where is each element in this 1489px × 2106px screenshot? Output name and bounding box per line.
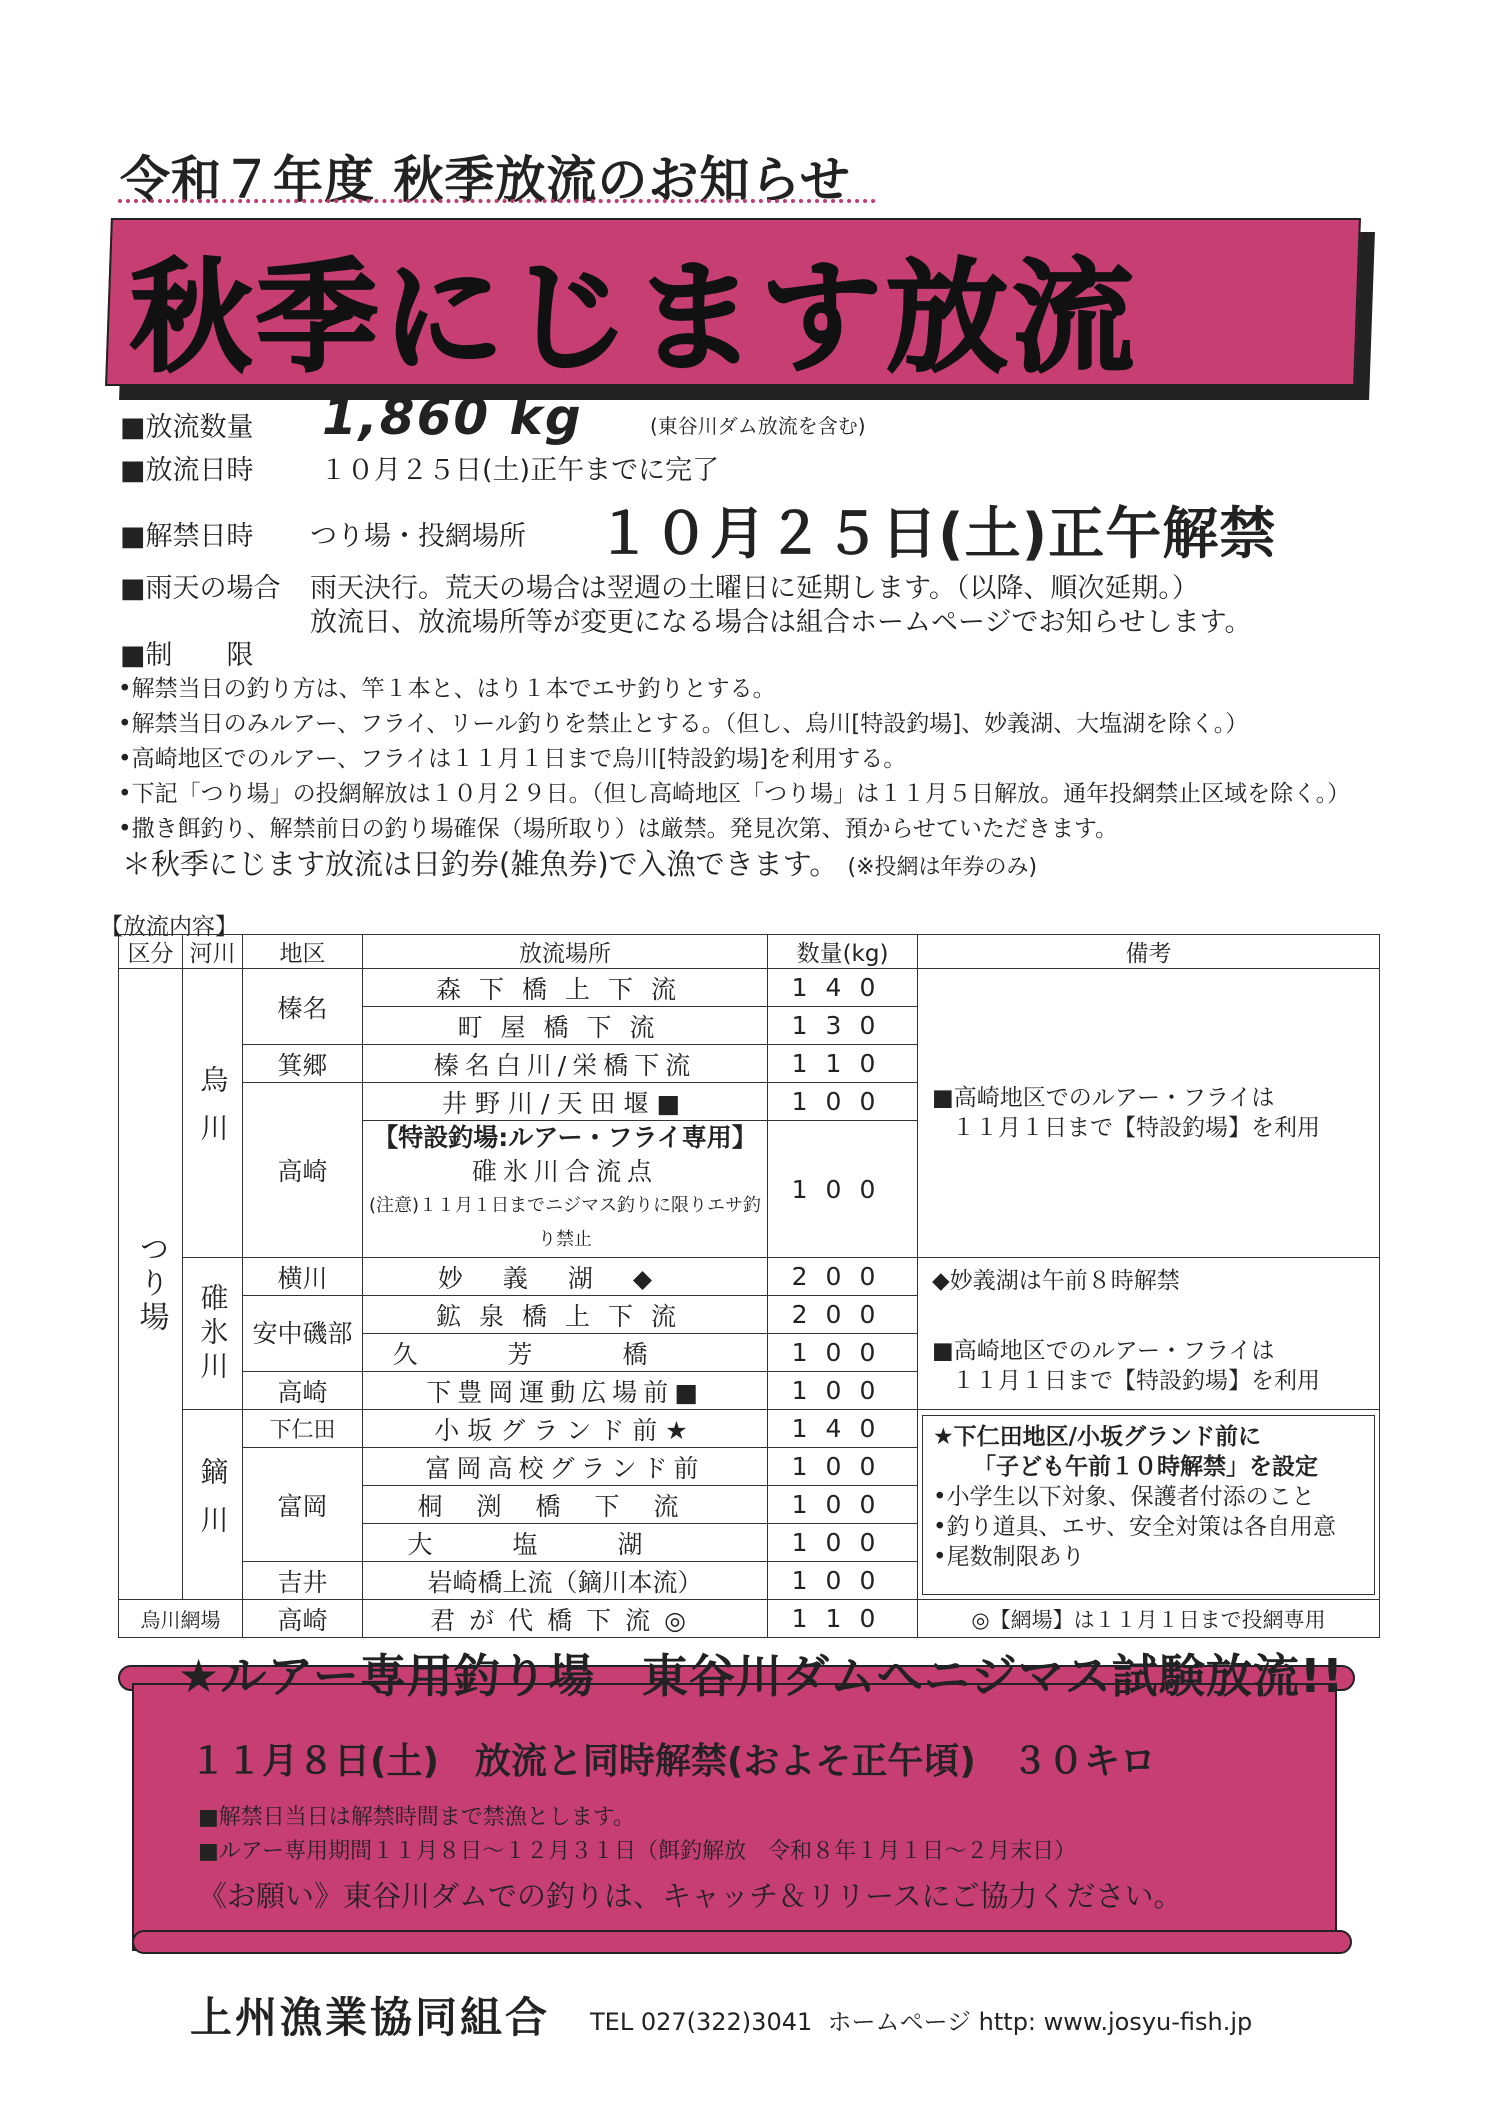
place-cell: 大塩湖 <box>363 1524 768 1562</box>
area-cell: 安中磯部 <box>243 1296 363 1372</box>
footer-tel: TEL 027(322)3041 <box>590 2008 813 2036</box>
license-note <box>122 842 1037 883</box>
rain-label: ■雨天の場合 <box>120 573 281 604</box>
open-label: ■解禁日時 <box>120 521 254 552</box>
organization-name: 上州漁業協同組合 <box>190 1993 551 2042</box>
rule-4: •下記「つり場」の投網解放は１０月２９日。（但し高崎地区「つり場」は１１月５日解放。通年投網禁止区域を除く。） <box>118 781 1351 807</box>
note-line: １１月１日まで【特設釣場】を利用 <box>952 1115 1320 1141</box>
subtitle-underline <box>118 199 876 203</box>
place-cell: 君が代橋下流◎ <box>363 1600 768 1638</box>
area-cell: 高崎 <box>243 1083 363 1258</box>
special-title: 【特設釣場:ルアー・フライ専用】 <box>373 1123 757 1152</box>
note-line: •小学生以下対象、保護者付添のこと <box>933 1483 1315 1510</box>
category-tsuriba: つり場 <box>119 969 183 1600</box>
lure-request: 《お願い》東谷川ダムでの釣りは、キャッチ＆リリースにご協力ください。 <box>198 1879 1183 1913</box>
license-sub: (※投網は年券のみ) <box>847 855 1038 880</box>
place-cell: 町屋橋下流 <box>363 1007 768 1045</box>
special-caution: (注意)１１月１日までニジマス釣りに限りエサ釣り禁止 <box>368 1195 762 1250</box>
notes-karasu <box>918 969 1380 1258</box>
qty-cell: 140 <box>768 1410 918 1448</box>
river-usui: 碓氷川 <box>183 1258 243 1410</box>
area-cell: 富岡 <box>243 1448 363 1562</box>
header-qty: 数量(kg) <box>768 935 918 969</box>
header-category: 区分 <box>119 935 183 969</box>
rule-5: •撒き餌釣り、解禁前日の釣り場確保（場所取り）は厳禁。発見次第、預からせていただきます。 <box>118 816 1119 842</box>
qty-cell: 100 <box>768 1334 918 1372</box>
scroll-bottom-roll <box>132 1930 1352 1954</box>
place-cell: 久芳橋 <box>363 1334 768 1372</box>
qty-cell: 200 <box>768 1258 918 1296</box>
place-cell: 森下橋上下流 <box>363 969 768 1007</box>
place-cell: 下豊岡運動広場前■ <box>363 1372 768 1410</box>
open-date: １０月２５日(土)正午解禁 <box>596 502 1277 567</box>
license-text: ＊秋季にじます放流は日釣券(雑魚券)で入漁できます。 <box>122 847 839 881</box>
notes-usui <box>918 1258 1380 1410</box>
note-line: ★下仁田地区/小坂グランド前に <box>933 1423 1262 1450</box>
qty-cell: 100 <box>768 1448 918 1486</box>
note-line: •尾数制限あり <box>933 1543 1085 1570</box>
rain-line1: 雨天決行。荒天の場合は翌週の土曜日に延期します。（以降、順次延期。） <box>310 573 1199 604</box>
rule-3: •高崎地区でのルアー、フライは１１月１日まで烏川[特設釣場]を利用する。 <box>118 746 907 772</box>
lure-rule-1: ■解禁日当日は解禁時間まで禁漁とします。 <box>198 1805 636 1830</box>
area-cell: 下仁田 <box>243 1410 363 1448</box>
place-cell: 妙義湖◆ <box>363 1258 768 1296</box>
qty-cell: 130 <box>768 1007 918 1045</box>
rule-1: •解禁当日の釣り方は、竿１本と、はり１本でエサ釣りとする。 <box>118 676 776 702</box>
area-cell: 高崎 <box>243 1372 363 1410</box>
table-row <box>119 1258 1380 1296</box>
note-line: ■高崎地区でのルアー・フライは <box>932 1338 1275 1364</box>
river-karasu: 烏川 <box>183 969 243 1258</box>
note-line: １１月１日まで【特設釣場】を利用 <box>952 1368 1320 1394</box>
place-cell: 富岡高校グランド前 <box>363 1448 768 1486</box>
qty-cell: 100 <box>768 1083 918 1121</box>
qty-label: ■放流数量 <box>120 412 254 443</box>
limit-label: ■制 限 <box>120 640 254 671</box>
table-row <box>119 1410 1380 1448</box>
header-river: 河川 <box>183 935 243 969</box>
note-line: •釣り道具、エサ、安全対策は各自用意 <box>933 1513 1336 1540</box>
table-header-row <box>119 935 1380 969</box>
place-cell-special <box>363 1121 768 1258</box>
river-kabura: 鏑川 <box>183 1410 243 1600</box>
table-row <box>119 969 1380 1007</box>
qty-cell: 100 <box>768 1562 918 1600</box>
stocking-table <box>118 934 1380 1638</box>
qty-cell: 100 <box>768 1121 918 1258</box>
qty-row <box>120 405 310 444</box>
open-place: つり場・投網場所 <box>310 521 526 552</box>
special-place: 碓氷川合流点 <box>471 1157 658 1186</box>
qty-note: (東谷川ダム放流を含む) <box>650 414 866 438</box>
area-cell: 横川 <box>243 1258 363 1296</box>
qty-cell: 100 <box>768 1486 918 1524</box>
table-row <box>119 1600 1380 1638</box>
area-cell: 榛名 <box>243 969 363 1045</box>
place-cell: 岩崎橋上流（鏑川本流） <box>363 1562 768 1600</box>
header-area: 地区 <box>243 935 363 969</box>
header-place: 放流場所 <box>363 935 768 969</box>
header-notes: 備考 <box>918 935 1380 969</box>
qty-value: 1,860 kg <box>322 388 583 446</box>
notice-subtitle: 令和７年度 秋季放流のお知らせ <box>120 151 851 209</box>
qty-cell: 110 <box>768 1045 918 1083</box>
place-cell: 鉱泉橋上下流 <box>363 1296 768 1334</box>
qty-cell: 140 <box>768 969 918 1007</box>
notes-kabura <box>918 1410 1380 1600</box>
lure-headline: ★ルアー専用釣り場 東谷川ダムへニジマス試験放流!! <box>178 1649 1344 1703</box>
open-row <box>120 514 526 553</box>
area-cell: 吉井 <box>243 1562 363 1600</box>
table-title: 【放流内容】 <box>100 914 238 940</box>
place-cell: 小坂グランド前★ <box>363 1410 768 1448</box>
lure-date: １１月８日(土) 放流と同時解禁(およそ正午頃) ３０キロ <box>190 1741 1156 1782</box>
date-row <box>120 448 719 487</box>
date-label: ■放流日時 <box>120 455 254 486</box>
footer-contact <box>590 2002 1252 2037</box>
notes-net: ◎【網場】は１１月１日まで投網専用 <box>918 1600 1380 1638</box>
rule-2: •解禁当日のみルアー、フライ、リール釣りを禁止とする。（但し、烏川[特設釣場]、妙義湖、大塩湖を除く。） <box>118 711 1249 737</box>
page-title: 秋季にじます放流 <box>130 247 1138 389</box>
qty-cell: 200 <box>768 1296 918 1334</box>
area-cell: 高崎 <box>243 1600 363 1638</box>
place-cell: 井野川/天田堰■ <box>363 1083 768 1121</box>
note-line: ■高崎地区でのルアー・フライは <box>932 1085 1275 1111</box>
date-value: １０月２５日(土)正午までに完了 <box>320 455 720 486</box>
qty-cell: 110 <box>768 1600 918 1638</box>
lure-rule-2: ■ルアー専用期間１１月８日～１２月３１日（餌釣解放 令和８年１月１日～２月末日） <box>198 1839 1077 1864</box>
area-cell: 箕郷 <box>243 1045 363 1083</box>
place-cell: 桐渕橋下流 <box>363 1486 768 1524</box>
note-line: 「子ども午前１０時解禁」を設定 <box>973 1453 1318 1480</box>
category-net: 烏川網場 <box>119 1600 243 1638</box>
kids-notice-box <box>922 1415 1375 1595</box>
rain-line2: 放流日、放流場所等が変更になる場合は組合ホームページでお知らせします。 <box>310 607 1252 638</box>
footer-homepage[interactable]: ホームページ http: www.josyu-fish.jp <box>827 2008 1253 2036</box>
place-cell: 榛名白川/栄橋下流 <box>363 1045 768 1083</box>
note-line: ◆妙義湖は午前８時解禁 <box>932 1268 1180 1294</box>
qty-cell: 100 <box>768 1372 918 1410</box>
qty-cell: 100 <box>768 1524 918 1562</box>
